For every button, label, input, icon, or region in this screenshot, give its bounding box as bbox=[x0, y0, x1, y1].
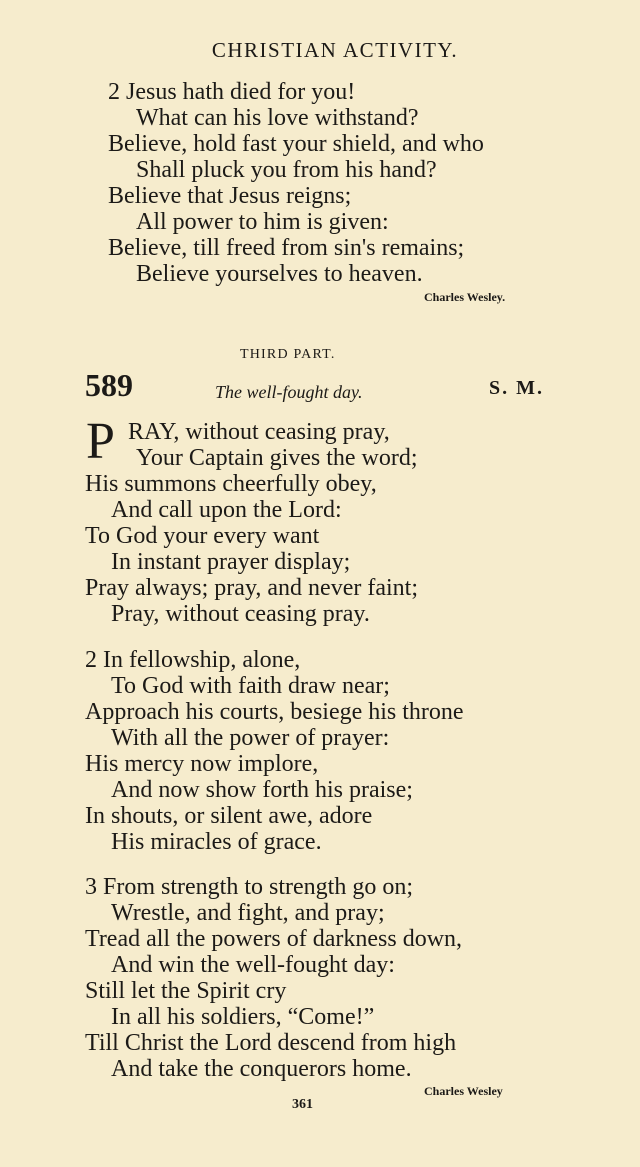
verse-line: Pray always; pray, and never faint; bbox=[85, 575, 418, 601]
verse-line: 2 In fellowship, alone, bbox=[85, 647, 301, 673]
page-number: 361 bbox=[292, 1097, 313, 1112]
drop-cap: P bbox=[86, 413, 115, 470]
verse-line: Pray, without ceasing pray. bbox=[111, 601, 370, 627]
verse-line: Approach his courts, besiege his throne bbox=[85, 699, 464, 725]
verse-line: Your Captain gives the word; bbox=[136, 445, 418, 471]
verse-line: And call upon the Lord: bbox=[111, 497, 342, 523]
verse-line: 3 From strength to strength go on; bbox=[85, 874, 413, 900]
verse-line: Shall pluck you from his hand? bbox=[136, 157, 437, 183]
hymn-number: 589 bbox=[85, 367, 133, 403]
verse-line: His miracles of grace. bbox=[111, 829, 322, 855]
hymn-meter: S. M. bbox=[489, 377, 544, 399]
hymn-title: The well-fought day. bbox=[215, 382, 363, 402]
running-head: CHRISTIAN ACTIVITY. bbox=[211, 38, 459, 62]
verse-line: Till Christ the Lord descend from high bbox=[85, 1030, 457, 1056]
verse-line: And win the well-fought day: bbox=[111, 952, 395, 978]
verse-line: In instant prayer display; bbox=[111, 549, 351, 575]
author-attribution: Charles Wesley bbox=[424, 1084, 503, 1098]
verse-line: With all the power of prayer: bbox=[111, 725, 390, 751]
verse-line: His summons cheerfully obey, bbox=[85, 471, 377, 497]
verse-line: And take the conquerors home. bbox=[111, 1056, 412, 1082]
verse-line: Still let the Spirit cry bbox=[85, 978, 287, 1004]
verse-line: 2 Jesus hath died for you! bbox=[108, 79, 356, 105]
verse-line: In all his soldiers, “Come!” bbox=[111, 1004, 375, 1030]
verse-line: What can his love withstand? bbox=[136, 105, 419, 131]
verse-line: All power to him is given: bbox=[136, 209, 389, 235]
verse-line: To God your every want bbox=[85, 523, 320, 549]
verse-line: And now show forth his praise; bbox=[111, 777, 413, 803]
verse-line: Believe, till freed from sin's remains; bbox=[108, 235, 465, 261]
verse-line: His mercy now implore, bbox=[85, 751, 319, 777]
verse-line: Believe yourselves to heaven. bbox=[136, 261, 423, 287]
verse-line: Believe, hold fast your shield, and who bbox=[108, 131, 484, 157]
verse-line: Tread all the powers of darkness down, bbox=[85, 926, 463, 952]
author-attribution: Charles Wesley. bbox=[424, 290, 506, 304]
verse-line: In shouts, or silent awe, adore bbox=[85, 803, 373, 829]
verse-line: Believe that Jesus reigns; bbox=[108, 183, 352, 209]
verse-line: To God with faith draw near; bbox=[111, 673, 390, 699]
verse-line: RAY, without ceasing pray, bbox=[128, 419, 390, 445]
section-label: THIRD PART. bbox=[240, 347, 336, 362]
verse-line: Wrestle, and fight, and pray; bbox=[111, 900, 385, 926]
